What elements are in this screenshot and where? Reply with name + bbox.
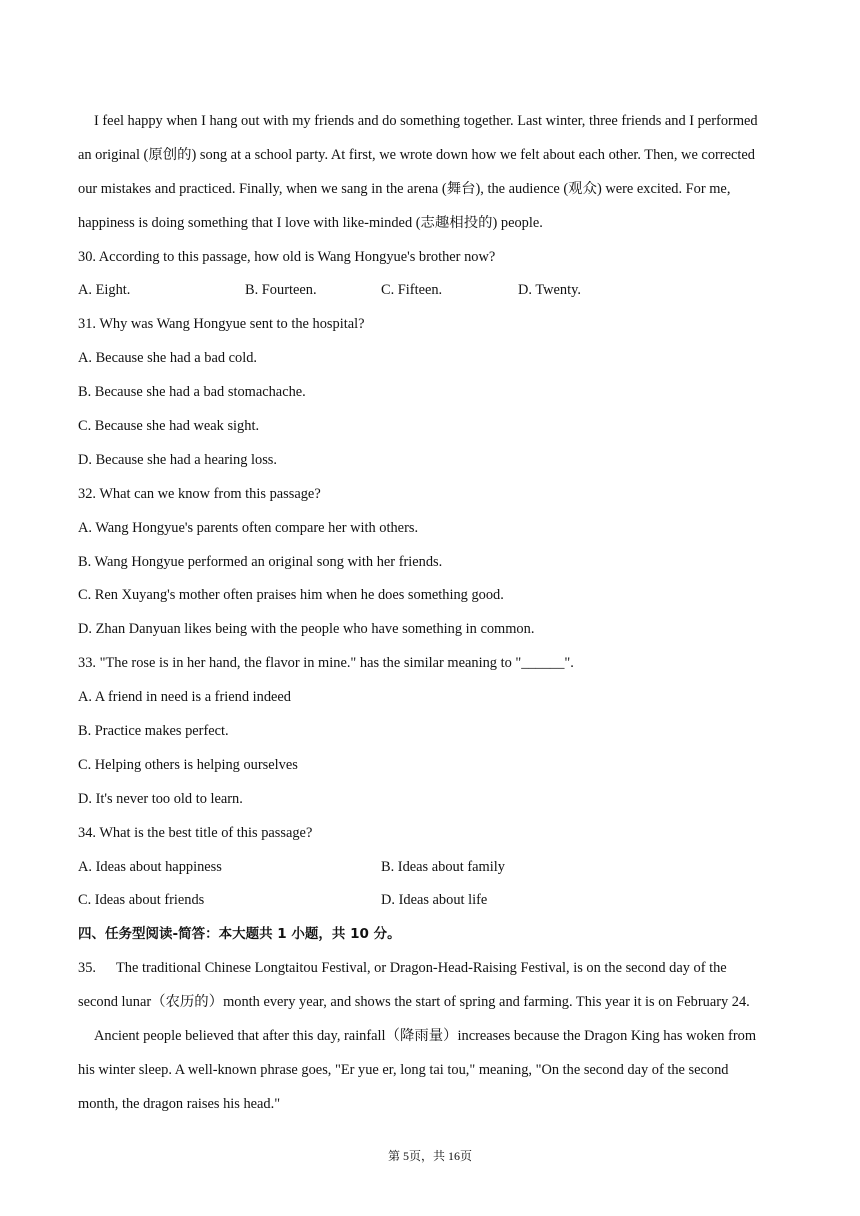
page-footer: 第 5页，共 16页 — [387, 1149, 472, 1163]
option-b: B. Practice makes perfect. — [78, 723, 229, 740]
question-35-text: The traditional Chinese Longtaitou Festival, or Dragon-Head-Raising Festival, is on the second day of the — [116, 960, 727, 977]
option-c: C. Ideas about friends — [78, 892, 205, 909]
question-35-line: Ancient people believed that after this day, rainfall（降雨量）increases because the Dragon King has woken from — [94, 1028, 757, 1045]
option-c: C. Fifteen. — [381, 282, 443, 299]
passage-line: an original (原创的) song at a school party. At first, we wrote down how we felt about each other. Then, we corrected — [78, 146, 755, 163]
question-34-options-row1 — [78, 851, 790, 885]
passage-line: I feel happy when I hang out with my friends and do something together. Last winter, three friends and I performed — [94, 113, 758, 129]
option-b: B. Ideas about family — [381, 858, 505, 875]
option-c: C. Helping others is helping ourselves — [78, 756, 298, 773]
option-b: B. Wang Hongyue performed an original song with her friends. — [78, 553, 443, 570]
section-heading: 四、任务型阅读-简答：本大题共 1 小题，共 10 分。 — [78, 926, 401, 943]
option-d: D. Zhan Danyuan likes being with the people who have something in common. — [78, 621, 535, 638]
option-b: B. Because she had a bad stomachache. — [78, 384, 306, 401]
question-35-line: month, the dragon raises his head." — [78, 1095, 281, 1112]
passage-line: happiness is doing something that I love with like-minded (志趣相投的) people. — [78, 214, 543, 231]
question-31-stem: 31. Why was Wang Hongyue sent to the hospital? — [78, 316, 365, 333]
option-a: A. Ideas about happiness — [78, 858, 222, 875]
question-34-stem: 34. What is the best title of this passage? — [78, 824, 313, 841]
page-content — [78, 105, 790, 1122]
option-d: D. It's never too old to learn. — [78, 790, 243, 807]
question-35-line: second lunar（农历的）month every year, and shows the start of spring and farming. This year it is on February 24. — [78, 994, 750, 1011]
option-d: D. Because she had a hearing loss. — [78, 451, 278, 468]
option-a: A. Wang Hongyue's parents often compare her with others. — [78, 519, 419, 536]
question-35-line: his winter sleep. A well-known phrase goes, "Er yue er, long tai tou," meaning, "On the second day of the second — [78, 1061, 729, 1078]
option-b: B. Fourteen. — [245, 282, 317, 299]
question-30-stem: 30. According to this passage, how old is Wang Hongyue's brother now? — [78, 248, 496, 265]
option-d: D. Ideas about life — [381, 892, 488, 909]
option-a: A. Because she had a bad cold. — [78, 350, 258, 367]
passage-line: our mistakes and practiced. Finally, when we sang in the arena (舞台), the audience (观众) were excited. For me, — [78, 180, 731, 197]
question-34-options-row2 — [78, 884, 790, 918]
question-32-stem: 32. What can we know from this passage? — [78, 485, 321, 502]
question-30-options — [78, 274, 790, 308]
option-c: C. Because she had weak sight. — [78, 418, 260, 435]
option-c: C. Ren Xuyang's mother often praises him when he does something good. — [78, 587, 504, 604]
question-35-line — [78, 952, 790, 986]
option-a: A. A friend in need is a friend indeed — [78, 689, 291, 706]
option-d: D. Twenty. — [518, 282, 581, 299]
option-a: A. Eight. — [78, 282, 131, 299]
question-35-number: 35. — [78, 960, 96, 977]
question-33-stem: 33. "The rose is in her hand, the flavor in mine." has the similar meaning to "______". — [78, 655, 574, 672]
